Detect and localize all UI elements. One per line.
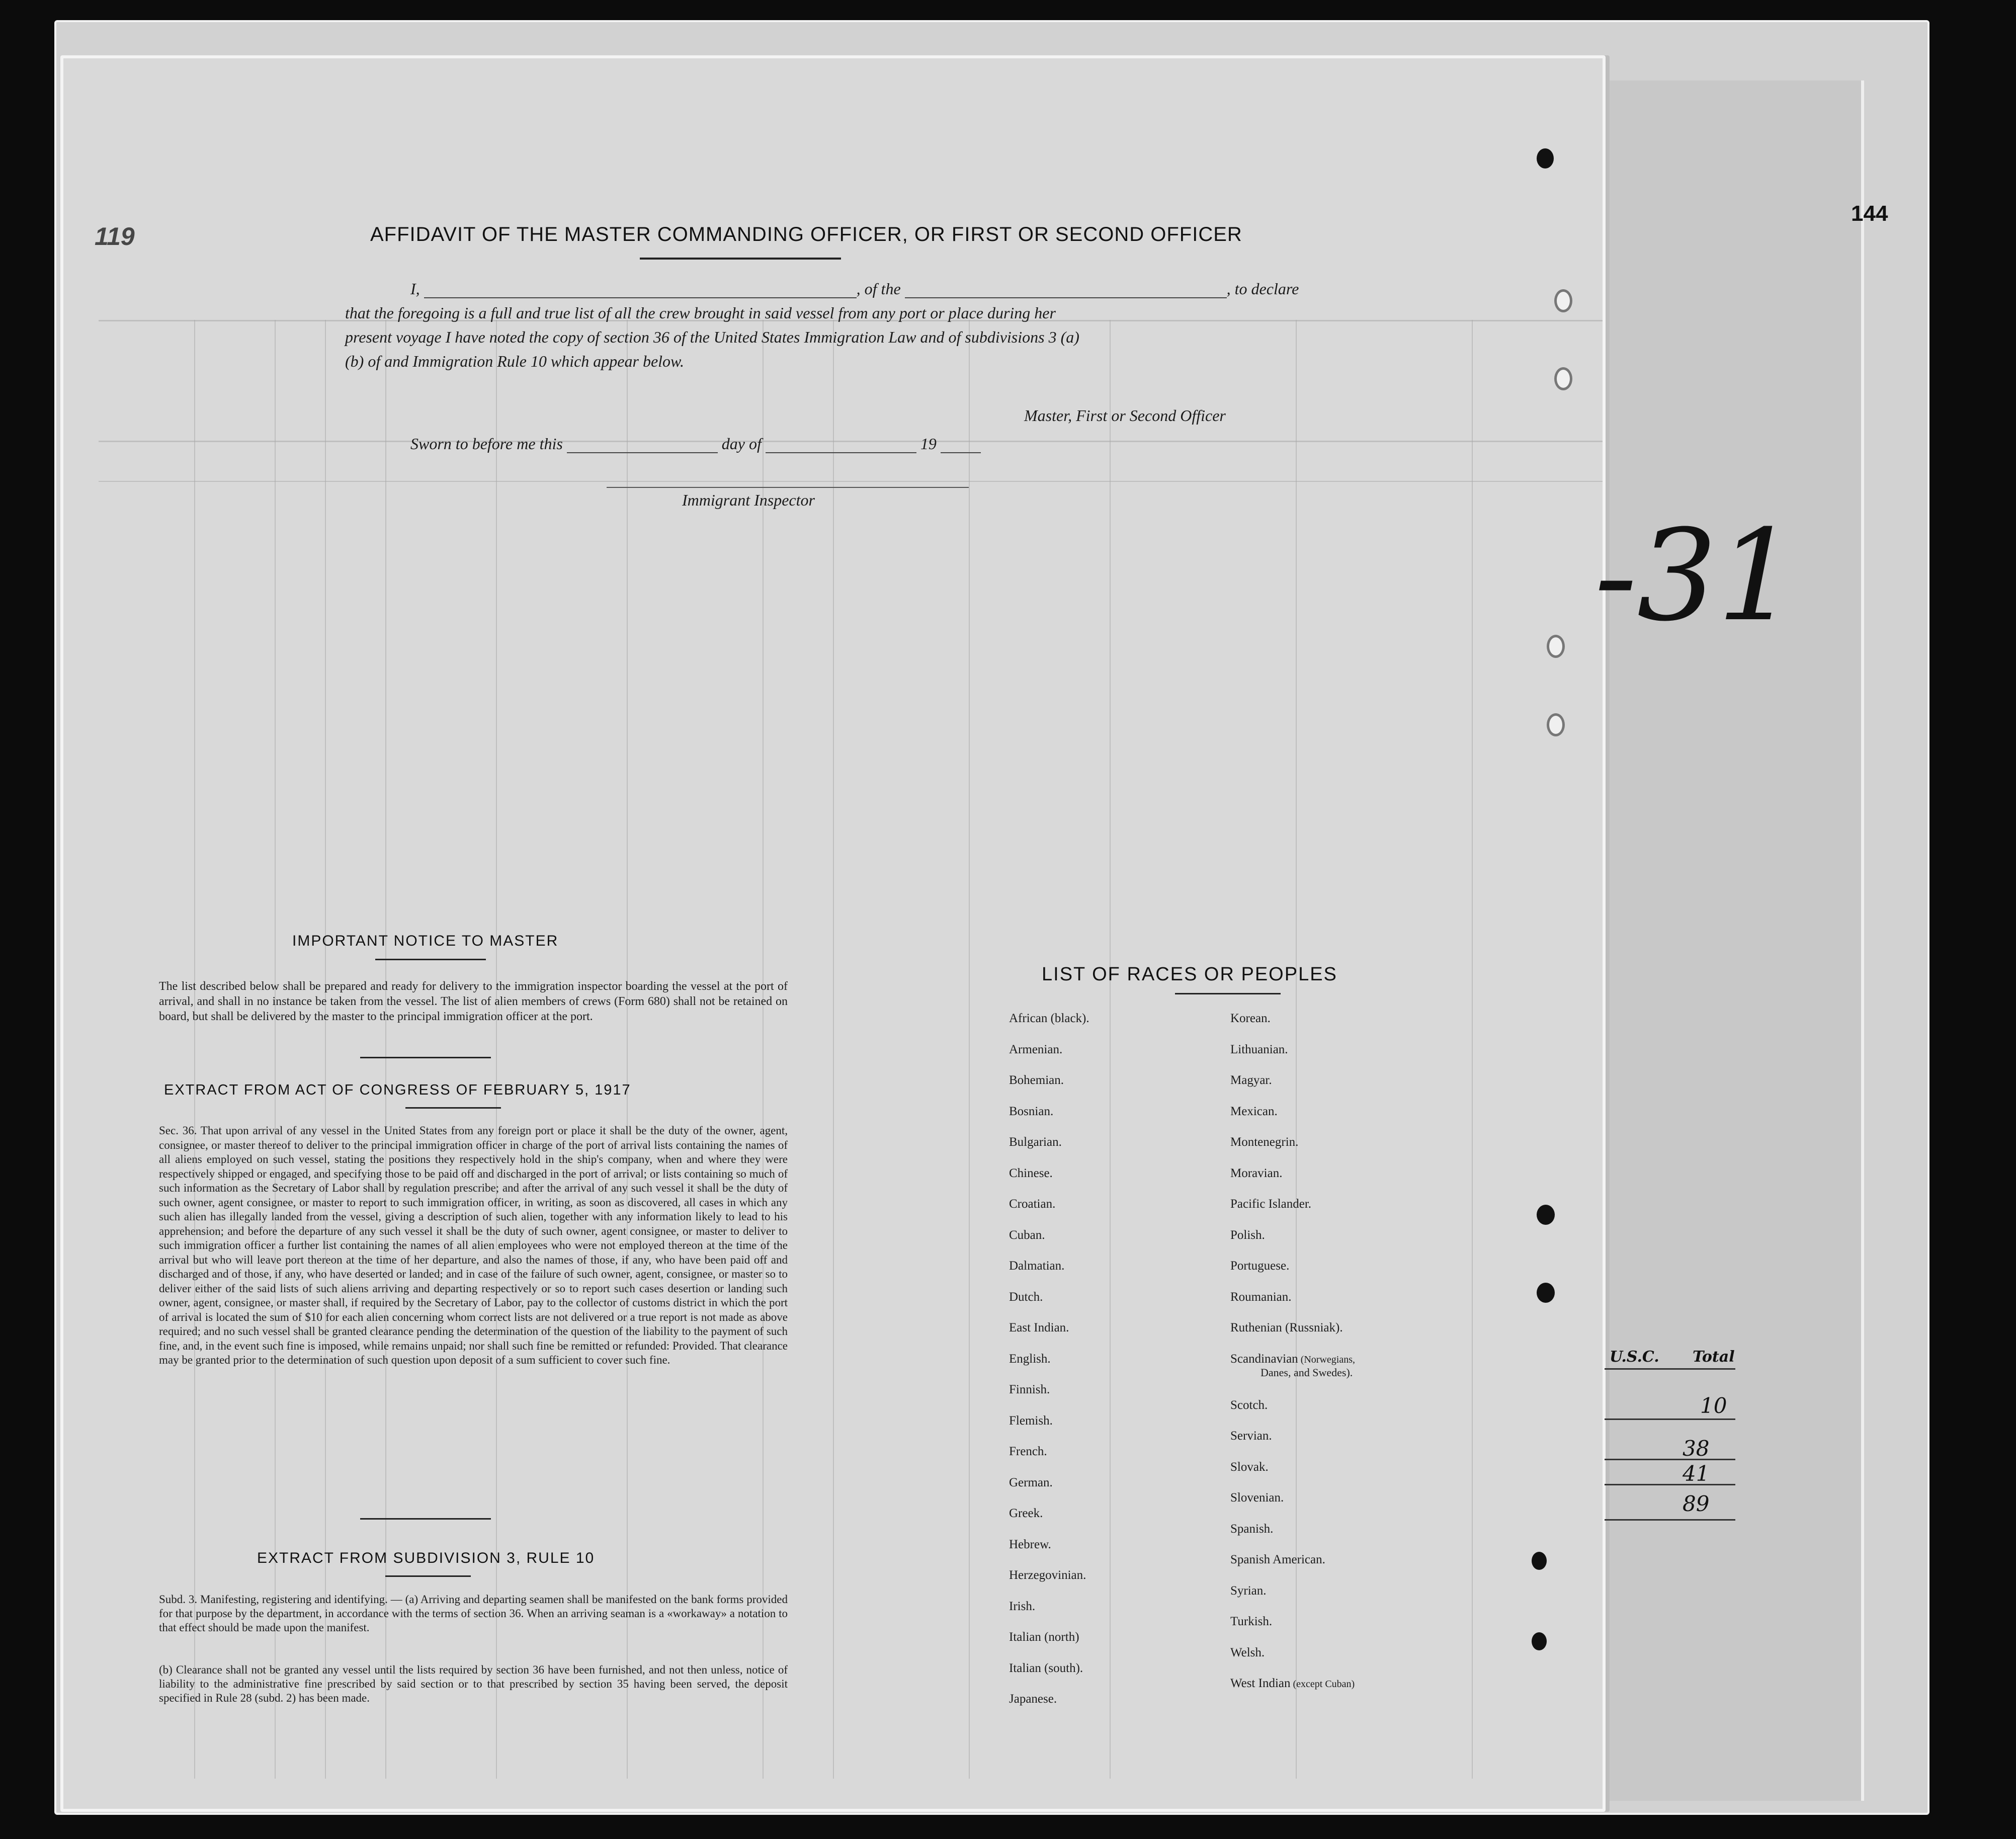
day-of-label: day of — [721, 435, 762, 453]
sworn-line — [410, 435, 981, 453]
punch-hole — [1537, 1283, 1555, 1303]
race-entry: Ruthenian (Russniak). — [1230, 1321, 1343, 1334]
race-entry: Servian. — [1230, 1429, 1272, 1443]
race-entry: Bohemian. — [1009, 1073, 1064, 1087]
affidavit-line-3: present voyage I have noted the copy of section 36 of the United States Immigration Law and of subdivisions 3 (a) — [345, 328, 1079, 346]
race-entry: Chinese. — [1009, 1166, 1053, 1180]
year-prefix: 19 — [920, 435, 937, 453]
race-entry: German. — [1009, 1475, 1053, 1489]
races-underline — [1175, 993, 1281, 994]
race-entry: Hebrew. — [1009, 1537, 1051, 1551]
race-entry: West Indian (except Cuban) — [1230, 1677, 1355, 1691]
race-entry: African (black). — [1009, 1012, 1089, 1025]
affidavit-to-declare: , to declare — [1226, 280, 1299, 298]
race-entry: Portuguese. — [1230, 1259, 1290, 1273]
tally-value: 41 — [1683, 1461, 1710, 1486]
extract-rule-text-a: Subd. 3. Manifesting, registering and identifying. — (a) Arriving and departing seamen shall be manifested on the bank forms provided for that purpose by the department, in accordance with the terms of section 36. When an arriving seaman is a «workaway» a notation to that effect should be made upon the manifest. — [159, 1593, 788, 1634]
race-entry: Spanish. — [1230, 1522, 1274, 1536]
race-entry: Flemish. — [1009, 1413, 1053, 1428]
important-notice-title: IMPORTANT NOTICE TO MASTER — [292, 933, 559, 949]
stamped-number: 119 — [95, 222, 135, 250]
race-entry: Croatian. — [1009, 1197, 1056, 1211]
extract-act-title: EXTRACT FROM ACT OF CONGRESS OF FEBRUARY 5, 1917 — [164, 1082, 631, 1098]
race-entry: East Indian. — [1009, 1321, 1069, 1334]
affidavit-line-4: (b) of and Immigration Rule 10 which appear below. — [345, 352, 684, 370]
race-entry: Moravian. — [1230, 1166, 1283, 1180]
race-entry: Mexican. — [1230, 1104, 1278, 1118]
immigrant-inspector-label: Immigrant Inspector — [682, 491, 815, 509]
punch-hole — [1532, 1632, 1547, 1650]
race-entry: Korean. — [1230, 1012, 1271, 1025]
race-entry: Roumanian. — [1230, 1290, 1292, 1304]
affidavit-line-1 — [410, 280, 1299, 298]
race-entry: Dalmatian. — [1009, 1259, 1065, 1273]
scandinavian-note-continued: Danes, and Swedes). — [1261, 1366, 1353, 1379]
affidavit-page — [60, 55, 1606, 1812]
extract-rule-text-b: (b) Clearance shall not be granted any vessel until the lists required by section 36 have been furnished, and not then unless, notice of liability to the administrative fine prescribed by said section or to that prescribed by section 35 having been served, the deposit specified in Rule 28 (subd. 2) has been made. — [159, 1663, 788, 1704]
race-entry: Lithuanian. — [1230, 1042, 1288, 1056]
tally-rule — [1605, 1484, 1735, 1485]
race-entry: Armenian. — [1009, 1042, 1063, 1056]
tally-rule — [1605, 1459, 1735, 1460]
master-signature-label: Master, First or Second Officer — [1024, 406, 1226, 425]
race-entry: Greek. — [1009, 1507, 1043, 1520]
tally-value: 38 — [1683, 1436, 1710, 1461]
race-entry: Turkish. — [1230, 1615, 1273, 1629]
tally-rule — [1605, 1368, 1735, 1370]
affidavit-of-the: , of the — [856, 280, 901, 298]
race-entry: Bulgarian. — [1009, 1135, 1062, 1149]
extract-rule-underline — [385, 1575, 471, 1577]
race-entry: Scotch. — [1230, 1398, 1268, 1412]
tally-value: 89 — [1683, 1491, 1710, 1516]
extract-divider — [360, 1518, 491, 1520]
bleed-through-column — [627, 320, 628, 1779]
punch-hole — [1547, 713, 1565, 736]
affidavit-title: AFFIDAVIT OF THE MASTER COMMANDING OFFICER, OR FIRST OR SECOND OFFICER — [370, 223, 1242, 245]
bleed-through-column — [833, 320, 834, 1779]
race-entry: French. — [1009, 1445, 1047, 1458]
underlying-manifest-page — [1589, 80, 1864, 1801]
punch-hole — [1547, 635, 1565, 658]
notice-divider — [360, 1057, 491, 1058]
bleed-through-column — [763, 320, 764, 1779]
race-entry: Syrian. — [1230, 1583, 1267, 1598]
extract-rule-title: EXTRACT FROM SUBDIVISION 3, RULE 10 — [257, 1550, 595, 1566]
race-entry: Bosnian. — [1009, 1104, 1054, 1118]
race-entry: Italian (south). — [1009, 1661, 1083, 1675]
bleed-through-column — [969, 320, 970, 1779]
extract-act-underline — [405, 1107, 501, 1109]
tally-rule — [1605, 1519, 1735, 1521]
affidavit-i: I, — [410, 280, 420, 298]
race-entry: English. — [1009, 1352, 1051, 1366]
sworn-month-blank — [766, 452, 916, 453]
race-entry: Irish. — [1009, 1599, 1036, 1613]
important-notice-text: The list described below shall be prepared and ready for delivery to the immigration inspector boarding the vessel at the port of arrival, and shall in no instance be taken from the vessel. The list of alien members of crews (Form 680) shall not be retained on board, but shall be delivered by the master to the principal immigration officer at the port. — [159, 980, 788, 1023]
inspector-signature-line — [607, 487, 969, 488]
race-entry: Montenegrin. — [1230, 1135, 1299, 1149]
bleed-through-column — [194, 320, 195, 1779]
sworn-label: Sworn to before me this — [410, 435, 563, 453]
west-indian-note: (except Cuban) — [1290, 1679, 1355, 1690]
officer-name-blank — [424, 297, 857, 298]
tally-header-total: Total — [1693, 1348, 1735, 1366]
bleed-through-column — [1472, 320, 1473, 1779]
title-underline — [640, 258, 841, 260]
tally-value: 10 — [1700, 1393, 1727, 1418]
race-entry: Slovenian. — [1230, 1491, 1284, 1505]
race-entry: Welsh. — [1230, 1645, 1265, 1659]
page-number: 144 — [1851, 201, 1888, 226]
race-entry: Japanese. — [1009, 1692, 1057, 1706]
races-title: LIST OF RACES OR PEOPLES — [1042, 964, 1337, 985]
race-entry: Spanish American. — [1230, 1553, 1325, 1567]
sworn-day-blank — [567, 452, 718, 453]
vessel-name-blank — [905, 297, 1227, 298]
race-entry: Italian (north) — [1009, 1630, 1079, 1644]
race-entry: Polish. — [1230, 1228, 1265, 1242]
race-entry: Magyar. — [1230, 1073, 1272, 1087]
race-entry: Pacific Islander. — [1230, 1197, 1312, 1211]
extract-act-text: Sec. 36. That upon arrival of any vessel in the United States from any foreign port or place it shall be the duty of the owner, agent, consignee, or master thereof to deliver to the principal immigration officer in charge of the port of arrival lists containing the names of all aliens employed on such vessel, stating the positions they respectively hold in the ship's company, when and where they were respectively shipped or engaged, and specifying those to be paid off and discharged in the port of arrival; or lists containing so much of such information as the Secretary of Labor shall by regulation prescribe; and after the arrival of any such vessel it shall be the duty of such owner, agent consignee, or master to report to such immigration officer, in writing, as soon as discovered, all cases in which any such alien has illegally landed from the vessel, giving a description of such alien, together with any information likely to lead to his apprehension; and before the departure of any such vessel it shall be the duty of such owner, agent consignee, or master to deliver to such immigration officer a further list containing the names of all alien employees who were not employed thereon at the time of the arrival but who will leave port thereon at the time of her departure, and also the names of those, if any, who have been paid off and discharged and of those, if any, who have deserted or landed; and in case of the failure of such owner, agent, consignee, or master so to deliver either of the said lists of such aliens arriving and departing respectively or so to report such cases desertion or landing such owner, agent, consignee, or master shall, if required by the Secretary of Labor, pay to the collector of customs district in which the port of arrival is located the sum of $10 for each alien concerning whom correct lists are not delivered or a true report is not made as above required; and no such vessel shall be granted clearance pending the determination of the question of the liability to the payment of such fine, and, in the event such fine is imposed, while remains unpaid; nor shall such fine be remitted or refunded: Provided. That clearance may be granted prior to the determination of such question upon deposit of a sum sufficient to cover such fine. — [159, 1124, 788, 1366]
tally-rule — [1605, 1418, 1735, 1420]
affidavit-line-2: that the foregoing is a full and true list of all the crew brought in said vessel from any port or place during her — [345, 304, 1056, 322]
race-entry: Dutch. — [1009, 1290, 1043, 1304]
punch-hole — [1554, 289, 1572, 312]
scandinavian-note: (Norwegians, — [1298, 1354, 1355, 1365]
handwritten-mark: -31 — [1594, 503, 1797, 649]
punch-hole — [1537, 148, 1554, 169]
race-entry: Cuban. — [1009, 1228, 1045, 1242]
important-notice-underline — [375, 959, 486, 960]
punch-hole — [1554, 367, 1572, 390]
bleed-through-rule — [99, 481, 1603, 482]
race-entry: Scandinavian (Norwegians, — [1230, 1352, 1355, 1366]
punch-hole — [1537, 1205, 1555, 1225]
punch-hole — [1532, 1552, 1547, 1570]
race-entry: Finnish. — [1009, 1383, 1050, 1396]
race-entry: Slovak. — [1230, 1460, 1269, 1474]
tally-header-usc: U.S.C. — [1610, 1348, 1659, 1366]
bleed-through-column — [1110, 320, 1111, 1779]
race-entry: Herzegovinian. — [1009, 1568, 1086, 1582]
sworn-year-blank — [941, 452, 981, 453]
